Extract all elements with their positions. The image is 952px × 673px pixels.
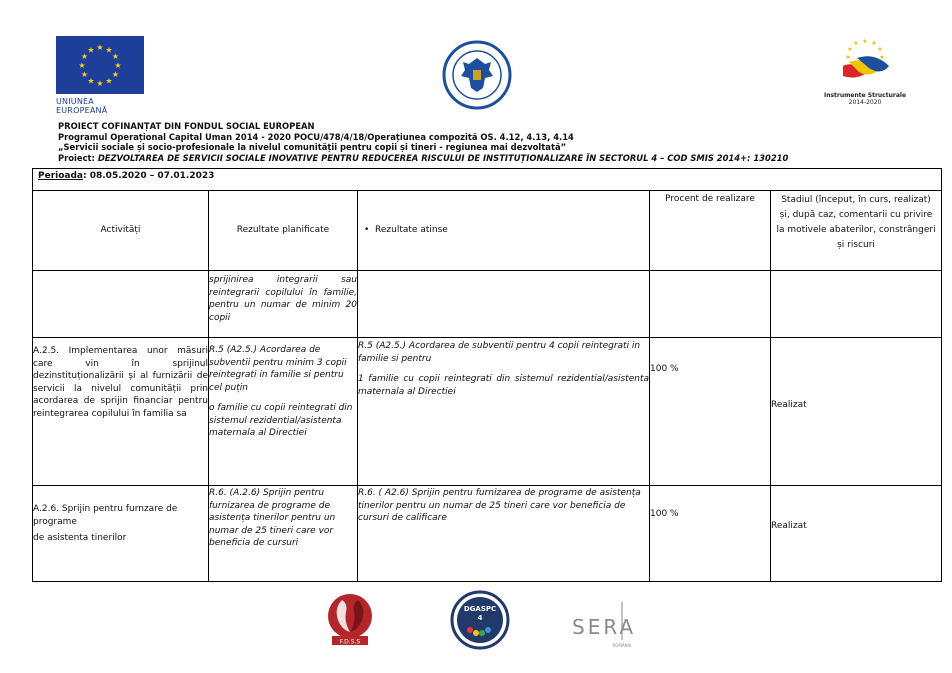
sera-logo (570, 600, 640, 650)
eu-caption: UNIUNEA EUROPEANĂ (56, 97, 108, 115)
instrumente-structurale-caption (820, 92, 910, 106)
project-title: DEZVOLTAREA DE SERVICII SOCIALE INOVATIVE PENTRU REDUCEREA RISCULUI DE INSTITUȚIONALIZARE ÎN SECTORUL 4 – COD SMIS 2014+: 130210 (97, 152, 789, 163)
row3-activitate (33, 486, 209, 582)
instrumente-structurale-logo (820, 36, 910, 112)
row2-stadiul: Realizat (771, 338, 942, 486)
svg-text:★: ★ (877, 46, 883, 53)
svg-text:★: ★ (847, 46, 853, 53)
header-rezultate-planificate: Rezultate planificate (209, 191, 358, 271)
dgaspc-icon (450, 590, 510, 650)
svg-text:★: ★ (111, 52, 120, 61)
row3-activitate-p1: A.2.6. Sprijin pentru furnzare de programe (33, 504, 178, 527)
sera-sub: ROMÂNIA (612, 643, 632, 648)
project-line-title (58, 153, 788, 164)
period-value: : 08.05.2020 – 07.01.2023 (83, 171, 215, 181)
bullet-icon: • (364, 225, 370, 236)
svg-text:★: ★ (871, 40, 877, 47)
activities-table (32, 168, 942, 582)
row3-stadiul: Realizat (771, 486, 942, 582)
row3-activitate-p2: de asistenta tinerilor (33, 533, 127, 543)
svg-text:★: ★ (78, 61, 86, 70)
row2-procent: 100 % (650, 338, 771, 486)
row2-activitate: A.2.5. Implementarea unor măsuri care vin în sprijinul dezinstituționalizării și al furnizării de servicii la nivelul comunității prin acordarea de sprijin financiar pentru reintegrarea copilului în familia sa (33, 338, 209, 486)
row1-planificate: sprijinirea integrarii sau reintegrarii copilului în familie, pentru un numar de minim 20 copii (209, 271, 358, 338)
fdss-caption: F.D.S.S (339, 638, 361, 646)
svg-text:★: ★ (114, 61, 122, 70)
eu-flag-icon (56, 36, 144, 94)
government-seal-icon (442, 40, 512, 110)
project-line-program: Programul Operațional Capital Uman 2014 - 2020 POCU/478/4/18/Operațiunea compozită OS. 4.12, 4.13, 4.14 (58, 131, 574, 142)
fdss-icon (320, 590, 380, 648)
header-procent: Procent de realizare (650, 191, 771, 271)
project-line-servicii: „Servicii sociale și socio-profesionale la nivelul comunității pentru copii și tineri - regiunea mai dezvoltată” (58, 142, 567, 152)
table-row (33, 486, 942, 582)
header-rezultate-atinse (358, 191, 650, 271)
period-label: Perioada (38, 171, 83, 181)
fdss-logo (320, 590, 380, 648)
svg-text:★: ★ (853, 40, 859, 47)
dgaspc-label: DGASPC (463, 605, 497, 613)
svg-text:★: ★ (105, 45, 113, 55)
row2-planificate (209, 338, 358, 486)
svg-text:★: ★ (87, 45, 95, 55)
eu-logo (56, 36, 146, 115)
svg-text:★: ★ (80, 70, 89, 79)
row1-atinse (358, 271, 650, 338)
header-stadiul: Stadiul (început, în curs, realizat) și, după caz, comentarii cu privire la motivele abaterilor, constrângeri și riscuri (771, 191, 942, 271)
sera-icon (570, 600, 640, 650)
row2-atinse (358, 338, 650, 486)
svg-text:★: ★ (845, 54, 851, 61)
instrumente-structurale-icon (835, 36, 895, 86)
svg-text:★: ★ (96, 79, 104, 88)
svg-text:★: ★ (80, 52, 89, 61)
table-row (33, 271, 942, 338)
row3-planificate: R.6. (A.2.6) Sprijin pentru furnizarea de programe de asistența tinerilor pentru un numar de 25 tineri care vor beneficia de cursuri (209, 486, 358, 582)
row1-procent (650, 271, 771, 338)
svg-text:★: ★ (87, 76, 95, 86)
svg-text:★: ★ (879, 54, 885, 61)
dgaspc-number: 4 (477, 614, 483, 622)
svg-text:★: ★ (111, 70, 120, 79)
row2-planificate-p2: o familie cu copii reintegrati din sistemul rezidential/asistenta maternala al Directiei (209, 403, 353, 438)
project-title-label: Proiect: (58, 152, 98, 163)
svg-text:★: ★ (862, 38, 868, 45)
project-line-cofinantat: PROIECT COFINANȚAT DIN FONDUL SOCIAL EUROPEAN (58, 121, 315, 131)
is-caption-line1: Instrumente Structurale (823, 92, 907, 99)
header-activitati: Activități (33, 191, 209, 271)
project-header (58, 121, 788, 163)
row2-atinse-p2: 1 familie cu copii reintegrati din sistemul rezidential/asistenta maternala al Directiei (358, 374, 649, 397)
svg-text:★: ★ (96, 43, 104, 52)
is-caption-line2: 2014-2020 (848, 99, 882, 106)
sera-label: SERA (572, 615, 637, 639)
table-row (33, 338, 942, 486)
svg-text:★: ★ (105, 76, 113, 86)
header-rezultate-atinse-label: Rezultate atinse (375, 225, 448, 236)
dgaspc-logo (450, 590, 510, 650)
row3-procent: 100 % (650, 486, 771, 582)
row3-atinse: R.6. ( A2.6) Sprijin pentru furnizarea de programe de asistența tinerilor pentru un numar de 25 tineri care vor beneficia de cursuri de calificare (358, 486, 650, 582)
row1-activitate (33, 271, 209, 338)
row2-atinse-p1: R.5 (A2.5.) Acordarea de subventii pentru 4 copii reintegrati in familie si pentru (358, 341, 641, 364)
row2-planificate-p1: R.5 (A2.5.) Acordarea de subventii pentru minim 3 copii reintegrati in familie si pentru cel puțin (209, 345, 347, 393)
row1-stadiul (771, 271, 942, 338)
period-cell (33, 169, 942, 191)
